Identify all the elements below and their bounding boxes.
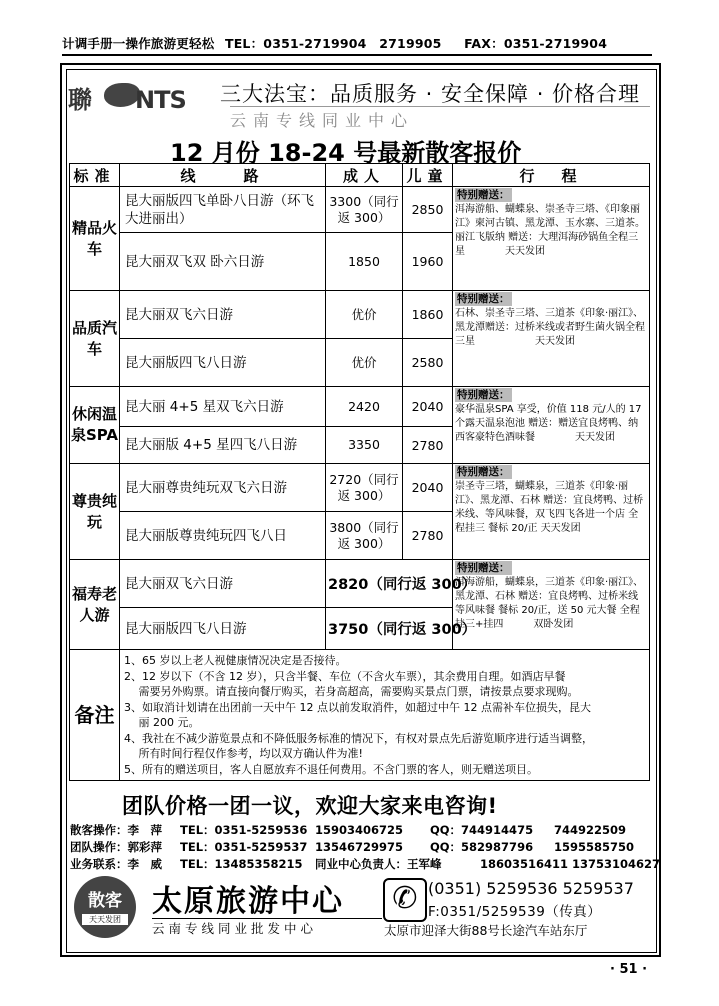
- category-cell: 福寿老人游: [70, 560, 120, 650]
- adult-price-cell: 3800（同行返 300）: [326, 512, 403, 560]
- child-price-cell: 2040: [403, 387, 453, 427]
- note-line: 丽 200 元。: [124, 716, 200, 729]
- table-row: [70, 560, 650, 608]
- category-cell: 品质汽车: [70, 291, 120, 387]
- adult-price-cell: 3300（同行返 300）: [326, 187, 403, 233]
- child-price-cell: 2850: [403, 187, 453, 233]
- adult-price-cell: 1850: [326, 233, 403, 291]
- note-line: 3、如取消计划请在出团前一天中午 12 点以前发取消件，如超过中午 12 点需补车位损失，昆大: [124, 700, 591, 714]
- badge-icon: 散客 天天发团: [74, 876, 136, 938]
- adult-price-cell: 2720（同行返 300）: [326, 464, 403, 512]
- itinerary-cell: 特别赠送： 洱海游船，蝴蝶泉，三道茶《印象·丽江》、黑龙潭、石林 赠送：宜良烤鸭、过桥米线等风味餐 餐标 20/正，送 50 元大餐 全程挂三+挂四 双卧发团: [453, 560, 650, 650]
- category-cell: 休闲温泉SPA: [70, 387, 120, 464]
- category-cell: 精品火车: [70, 187, 120, 291]
- logo: 聯 NTS: [68, 86, 186, 114]
- note-line: 所有时间行程仅作参考，均以双方确认件为准!: [124, 747, 363, 760]
- table-row: [70, 187, 650, 233]
- itinerary-cell: 特别赠送： 洱海游船、蝴蝶泉、崇圣寺三塔、《印象丽江》柬河古镇、黑龙潭、玉水寨、三道茶。丽江飞版纳 赠送：大理洱海砂锅鱼全程三星 天天发团: [453, 187, 650, 291]
- adult-price-cell: 优价: [326, 339, 403, 387]
- child-price-cell: 2780: [403, 427, 453, 464]
- gift-label: 特别赠送：: [457, 189, 510, 201]
- top-fax: FAX：0351-2719904: [464, 36, 608, 51]
- route-cell: 昆大丽版 4+5 星四飞八日游: [120, 427, 326, 464]
- phone-icon: ✆: [383, 878, 427, 922]
- footer-fax: F:0351/5259539（传真）: [428, 904, 602, 920]
- child-price-cell: 2780: [403, 512, 453, 560]
- adult-price-cell: 3350: [326, 427, 403, 464]
- col-header-adult: 成人: [326, 164, 403, 187]
- footer-slogan: 团队价格一团一议，欢迎大家来电咨询!: [122, 794, 498, 818]
- child-price-cell: 1860: [403, 291, 453, 339]
- center-subtitle: 云南专线同业批发中心: [152, 918, 382, 937]
- col-header-standard: 标准: [70, 164, 120, 187]
- header-slogan: 三大法宝：品质服务 · 安全保障 · 价格合理: [220, 82, 641, 106]
- note-line: 4、我社在不减少游览景点和不降低服务标准的情况下，有权对景点先后游览顺序进行适当调整，: [124, 731, 593, 745]
- route-cell: 昆大丽版四飞单卧八日游（环飞大进丽出）: [120, 187, 326, 233]
- notes-label: 备注: [70, 650, 120, 781]
- table-header-row: [70, 164, 650, 187]
- route-cell: 昆大丽版四飞八日游: [120, 608, 326, 650]
- page-title: 12 月份 18-24 号最新散客报价: [170, 139, 522, 167]
- notes-content: [120, 650, 650, 781]
- table-row: [70, 464, 650, 512]
- top-tel: TEL：0351-2719904 2719905: [224, 36, 442, 51]
- gift-label: 特别赠送：: [457, 562, 510, 574]
- adult-price-cell: 2420: [326, 387, 403, 427]
- route-cell: 昆大丽双飞六日游: [120, 560, 326, 608]
- note-line: 2、12 岁以下（不含 12 岁），只含半餐、车位（不含火车票），其余费用自理。如酒店早餐: [124, 669, 566, 683]
- itinerary-cell: 特别赠送： 石林、崇圣寺三塔、三道茶《印象·丽江》、黑龙潭赠送：过桥米线或者野生菌火锅全程三星 天天发团: [453, 291, 650, 387]
- route-cell: 昆大丽双飞六日游: [120, 291, 326, 339]
- price-cell: 2820（同行返 300）: [326, 560, 453, 608]
- note-line: 1、65 岁以上老人视健康情况决定是否接待。: [124, 654, 347, 667]
- child-price-cell: 1960: [403, 233, 453, 291]
- route-cell: 昆大丽双飞双 卧六日游: [120, 233, 326, 291]
- gift-label: 特别赠送：: [457, 389, 510, 401]
- table-row: [70, 387, 650, 427]
- footer-address: 太原市迎泽大街88号长途汽车站东厅: [384, 923, 588, 938]
- itinerary-cell: 特别赠送： 豪华温泉SPA 享受，价值 118 元/人的 17 个露天温泉泡池 赠送：赠送宜良烤鸭、纳西客豪特色酒味餐 天天发团: [453, 387, 650, 464]
- child-price-cell: 2040: [403, 464, 453, 512]
- footer-tel: (0351) 5259536 5259537: [428, 879, 634, 898]
- itinerary-cell: 特别赠送： 崇圣寺三塔，蝴蝶泉，三道茶《印象·丽江》、黑龙潭、石林 赠送：宜良烤鸭、过桥米线、等风味餐，双飞四飞各进一个店 全程挂三 餐标 20/正 天天发团: [453, 464, 650, 560]
- col-header-itinerary: 行 程: [453, 164, 650, 187]
- price-cell: 3750（同行返 300）: [326, 608, 453, 650]
- route-cell: 昆大丽 4+5 星双飞六日游: [120, 387, 326, 427]
- col-header-route: 线 路: [120, 164, 326, 187]
- gift-label: 特别赠送：: [457, 293, 510, 305]
- gift-label: 特别赠送：: [457, 466, 510, 478]
- header-subslogan: 云南专线同业中心: [230, 106, 650, 131]
- adult-price-cell: 优价: [326, 291, 403, 339]
- notes-row: [70, 650, 650, 781]
- top-contact-bar: [62, 34, 652, 56]
- page-number: · 51 ·: [610, 962, 648, 977]
- route-cell: 昆大丽版尊贵纯玩四飞八日: [120, 512, 326, 560]
- route-cell: 昆大丽尊贵纯玩双飞六日游: [120, 464, 326, 512]
- category-cell: 尊贵纯玩: [70, 464, 120, 560]
- route-cell: 昆大丽版四飞八日游: [120, 339, 326, 387]
- child-price-cell: 2580: [403, 339, 453, 387]
- col-header-child: 儿童: [403, 164, 453, 187]
- center-name: 太原旅游中心: [152, 884, 344, 919]
- note-line: 5、所有的赠送项目，客人自愿放弃不退任何费用。不含门票的客人，则无赠送项目。: [124, 762, 538, 776]
- price-table: [69, 163, 650, 781]
- note-line: 需要另外购票。请直接向餐厅购买，若身高超高，需要购买景点门票，请按景点要求现购。: [124, 685, 579, 698]
- table-row: [70, 291, 650, 339]
- top-slogan: 计调手册一操作旅游更轻松: [62, 36, 215, 51]
